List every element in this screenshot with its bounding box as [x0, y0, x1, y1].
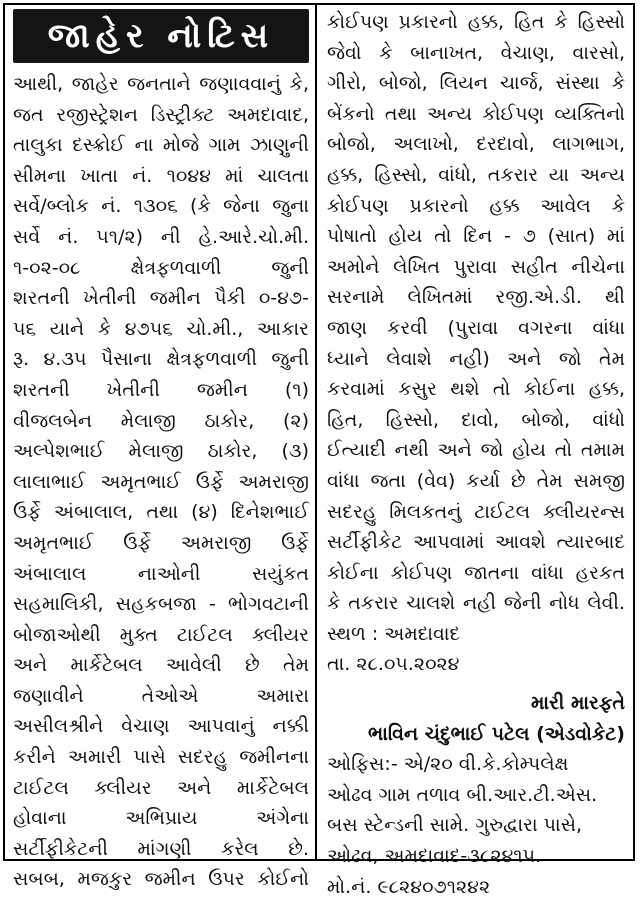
body-line: બેંકનો તથા અન્ય કોઈપણ વ્યક્તિનો [327, 102, 625, 125]
body-line: હક્ક, હિસ્સો, વાંધો, તકરાર યા અન્ય [327, 163, 625, 186]
address-line: બસ સ્ટેન્ડની સામે. ગુરુદ્વારા પાસે, [327, 814, 583, 837]
mobile-number: મો.નં. ૯૮૨૪૦૭૧૨૪૨ [327, 875, 491, 898]
body-line: હોવાના અભિપ્રાય અંગેના [13, 807, 309, 830]
body-line: ૫૬ યાને કે ૪૭૫૬ ચો.મી., આકાર [13, 317, 309, 340]
body-line: કોઈના કોઈપણ જાતના વાંધા હરકત [327, 561, 625, 584]
body-line: સીમના ખાતા નં. ૧૦૪૪ માં ચાલતા [13, 164, 309, 187]
body-line: જેવો કે બાનાખત, વેચાણ, વારસો, [327, 41, 625, 64]
address-line: ઓઢવ ગામ તળાવ બી.આર.ટી.એસ. [327, 783, 598, 806]
body-line: લાલાભાઈ અમૃતભાઈ ઉર્ફે અમરાજી [13, 470, 309, 493]
through-label: મારી મારફતે [531, 692, 625, 715]
body-line: અસીલશ્રીને વેચાણ આપવાનું નક્કી [13, 715, 309, 738]
body-line: અમોને લેખિત પુરાવા સહીત નીચેના [327, 255, 625, 278]
body-line: પોષાતો હોય તો દિન - ૭ (સાત) માં [327, 225, 625, 248]
notice-body-right [327, 7, 625, 619]
body-line: વીજલબેન મેલાજી ઠાકોર, (૨) [13, 409, 309, 432]
signature-block [327, 688, 625, 902]
body-line: સર્વે/બ્લોક નં. ૧૩૦૬ (કે જેના જુના [13, 195, 309, 218]
body-line: ટાઈટલ ક્લીયર અને માર્કેટેબલ [13, 776, 309, 799]
body-line: સર્ટીફીકેટ આપવામાં આવશે ત્યારબાદ [327, 531, 625, 554]
notice-body-left [13, 69, 309, 895]
body-line: કોઈપણ પ્રકારનો હક્ક આવેલ કે [327, 194, 625, 217]
body-line: વાંધા જતા (વેવ) કર્યા છે તેમ સમજી [327, 469, 625, 492]
body-line: બોજાઓથી મુક્ત ટાઈટલ ક્લીયર [13, 623, 309, 646]
body-line: કરીને અમારી પાસે સદરહુ જમીનના [13, 746, 309, 769]
body-line: કે તકરાર ચાલશે નહી જેની નોધ લેવી. [327, 592, 625, 615]
body-line: આથી, જાહેર જનતાને જણાવવાનું કે, [13, 73, 309, 95]
address-line: ઓફિસ:- એ/૨૦ વી.કે.કોમ્પલેક્ષ [327, 753, 569, 776]
body-line: અમૃતભાઈ ઉર્ફે અમરાજી ઉર્ફે [13, 531, 309, 554]
notice-right-column [317, 5, 633, 898]
advocate-name: ભાવિન ચંદુભાઈ પટેલ (એડવોકેટ) [368, 722, 625, 745]
body-line: સબબ, મજકુર જમીન ઉપર કોઈનો [13, 868, 309, 891]
body-line: હિત, હિસ્સો, દાવો, બોજો, વાંધો [327, 408, 625, 431]
notice-left-column [5, 5, 317, 891]
body-line: શરતની ખેતીની જમીન પૈકી ૦-૪૭- [13, 287, 309, 310]
place-line: સ્થળ : અમદાવાદ [327, 622, 461, 645]
body-line: જાણ કરવી (પુરાવા વગરના વાંધા [327, 316, 625, 339]
public-notice [3, 3, 635, 898]
body-line: તાલુકા દસ્ક્રોઈ ના મોજે ગામ ઝાણુની [13, 134, 309, 157]
body-line: ઉર્ફે અંબાલાલ, તથા (૪) દિનેશભાઈ [13, 501, 309, 524]
body-line: સર્ટીફીકેટની માંગણી કરેલ છે. [13, 837, 309, 860]
body-line: સહમાલિકી, સહકબજા - ભોગવટાની [13, 593, 309, 616]
body-line: ધ્યાને લેવાશે નહી) અને જો તેમ [327, 347, 625, 370]
body-line: ગીરો, બોજો, લિયન ચાર્જ, સંસ્થા કે [327, 72, 625, 95]
notice-title: જાહેર નોટિસ [13, 9, 309, 63]
body-line: અને માર્કેટેબલ આવેલી છે તેમ [13, 654, 309, 677]
body-line: ઈત્યાદી નથી અને જો હોય તો તમામ [327, 439, 625, 462]
body-line: અંબાલાલ નાઓની સયુંકત [13, 562, 309, 585]
body-line: સદરહુ મિલકતનું ટાઈટલ ક્લીયરન્સ [327, 500, 625, 523]
body-line: સર્વે નં. ૫૧/૨) ની હે.આરે.ચો.મી. [13, 225, 309, 248]
body-line: રૂ. ૪.૩૫ પૈસાના ક્ષેત્રફળવાળી જુની [13, 348, 309, 371]
address-line: ઓઢવ, અમદાવાદ-૩૮૨૪૧૫. [327, 845, 542, 868]
date-line: તા. ૨૮.૦૫.૨૦૨૪ [327, 653, 460, 676]
body-line: અલ્પેશભાઈ મેલાજી ઠાકોર, (૩) [13, 440, 309, 463]
body-line: શરતની ખેતીની જમીન (૧) [13, 378, 309, 401]
body-line: ૧-૦૨-૦૮ ક્ષેત્રફળવાળી જુની [13, 256, 309, 279]
body-line: કોઈપણ પ્રકારનો હક્ક, હિત કે હિસ્સો [327, 11, 625, 33]
body-line: જત રજીસ્ટ્રેશન ડિસ્ટ્રીક્ટ અમદાવાદ, [13, 103, 309, 126]
body-line: બોજો, અલાખો, દરદાવો, લાગભાગ, [327, 133, 625, 156]
body-line: સરનામે લેખિતમાં રજી.એ.ડી. થી [327, 286, 625, 309]
body-line: જણાવીને તેઓએ અમારા [13, 684, 309, 707]
body-line: કરવામાં કસુર થશે તો કોઈના હક્ક, [327, 378, 625, 401]
signature-spacer [327, 680, 625, 688]
